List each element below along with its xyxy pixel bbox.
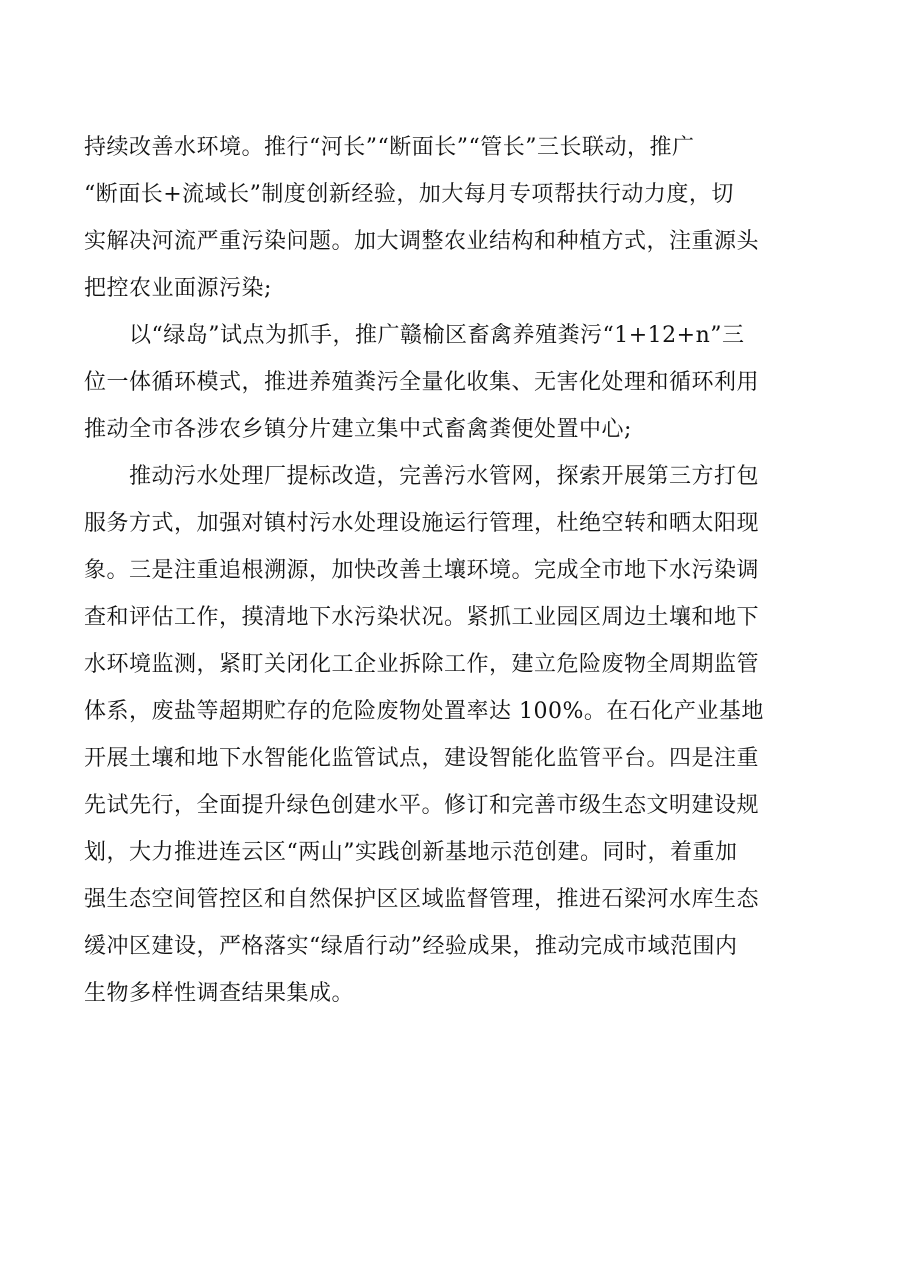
document-body [84, 124, 828, 1017]
text-line: 位一体循环模式，推进养殖粪污全量化收集、无害化处理和循环利用 [84, 370, 760, 395]
text-line: 把控农业面源污染; [84, 276, 272, 301]
text-line: 强生态空间管控区和自然保护区区域监督管理，推进石梁河水库生态 [84, 887, 760, 912]
text-line: 生物多样性调查结果集成。 [84, 981, 355, 1006]
text-line: 以“绿岛”试点为抓手，推广赣榆区畜禽养殖粪污“1+12+n”三 [84, 323, 745, 348]
text-line: 实解决河流严重污染问题。加大调整农业结构和种植方式，注重源头 [84, 229, 760, 254]
text-line: 先试先行，全面提升绿色创建水平。修订和完善市级生态文明建设规 [84, 793, 760, 818]
text-line: “断面长+流域长”制度创新经验，加大每月专项帮扶行动力度，切 [84, 182, 734, 207]
text-line: 划，大力推进连云区“两山”实践创新基地示范创建。同时，着重加 [84, 840, 738, 865]
text-line: 象。三是注重追根溯源，加快改善土壤环境。完成全市地下水污染调 [84, 558, 760, 583]
text-line: 体系，废盐等超期贮存的危险废物处置率达 100%。在石化产业基地 [84, 699, 764, 724]
text-line: 服务方式，加强对镇村污水处理设施运行管理，杜绝空转和晒太阳现 [84, 511, 760, 536]
text-line: 开展土壤和地下水智能化监管试点，建设智能化监管平台。四是注重 [84, 746, 760, 771]
text-line: 持续改善水环境。推行“河长”“断面长”“管长”三长联动，推广 [84, 135, 695, 160]
text-line: 水环境监测，紧盯关闭化工企业拆除工作，建立危险废物全周期监管 [84, 652, 760, 677]
text-line: 推动全市各涉农乡镇分片建立集中式畜禽粪便处置中心; [84, 417, 632, 442]
text-line: 缓冲区建设，严格落实“绿盾行动”经验成果，推动完成市域范围内 [84, 934, 738, 959]
text-line: 推动污水处理厂提标改造，完善污水管网，探索开展第三方打包 [84, 464, 760, 489]
text-line: 查和评估工作，摸清地下水污染状况。紧抓工业园区周边土壤和地下 [84, 605, 760, 630]
